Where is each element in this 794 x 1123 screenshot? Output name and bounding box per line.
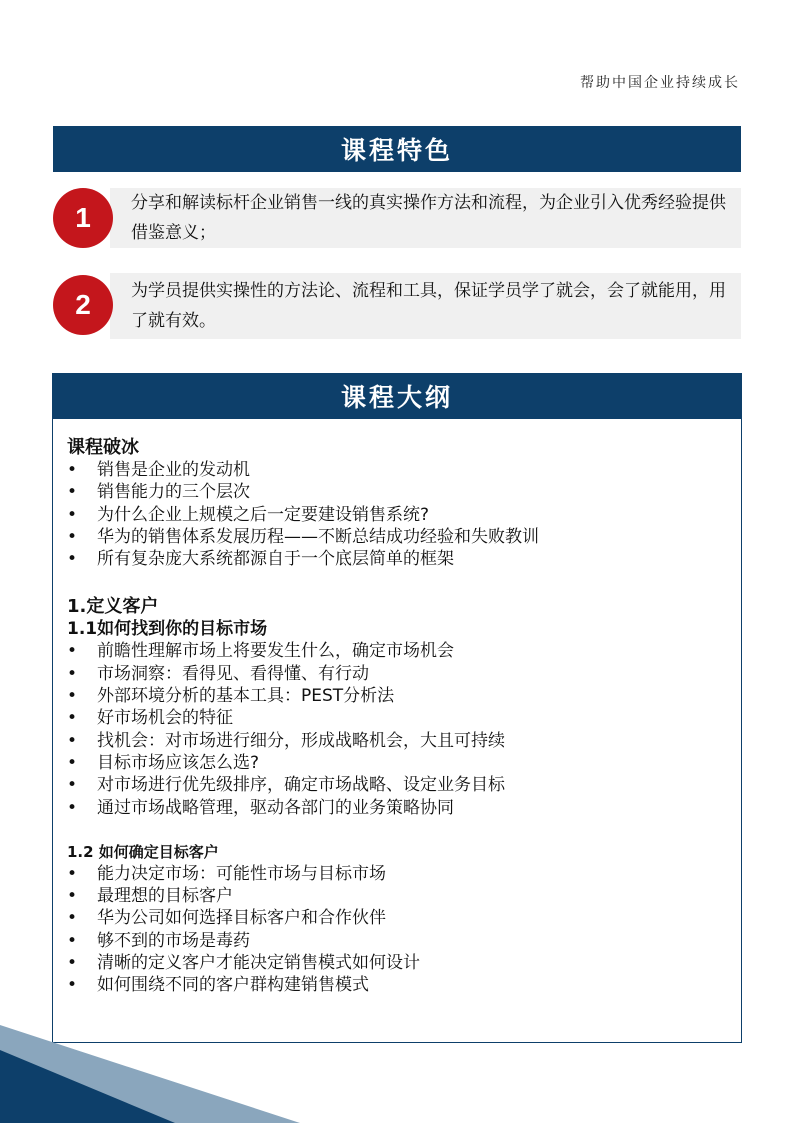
list-item: • 好市场机会的特征	[67, 707, 727, 729]
list-item: • 所有复杂庞大系统都源自于一个底层简单的框架	[67, 548, 727, 570]
list-item: • 为什么企业上规模之后一定要建设销售系统?	[67, 504, 727, 526]
list-item: • 华为的销售体系发展历程——不断总结成功经验和失败教训	[67, 526, 727, 548]
list-item: • 够不到的市场是毒药	[67, 930, 727, 952]
list-item: • 最理想的目标客户	[67, 885, 727, 907]
icebreak-list	[67, 459, 727, 570]
feature-text: 为学员提供实操性的方法论、流程和工具，保证学员学了就会，会了就能用，用了就有效。	[131, 281, 726, 331]
list-item: • 找机会：对市场进行细分，形成战略机会，大且可持续	[67, 730, 727, 752]
section1-1-list	[67, 640, 727, 818]
list-item: • 能力决定市场：可能性市场与目标市场	[67, 863, 727, 885]
section1-title: 1.定义客户	[67, 596, 159, 618]
features-banner	[53, 126, 741, 172]
list-item: • 前瞻性理解市场上将要发生什么，确定市场机会	[67, 640, 727, 662]
list-item: • 对市场进行优先级排序，确定市场战略、设定业务目标	[67, 774, 727, 796]
list-item: • 外部环境分析的基本工具：PEST分析法	[67, 685, 727, 707]
list-item: • 目标市场应该怎么选?	[67, 752, 727, 774]
outline-content	[67, 437, 727, 997]
section1-2-list	[67, 863, 727, 997]
list-item: • 清晰的定义客户才能决定销售模式如何设计	[67, 952, 727, 974]
corner-decoration	[0, 1010, 300, 1123]
list-item: • 如何围绕不同的客户群构建销售模式	[67, 974, 727, 996]
list-item: • 华为公司如何选择目标客户和合作伙伴	[67, 907, 727, 929]
feature-text: 分享和解读标杆企业销售一线的真实操作方法和流程，为企业引入优秀经验提供借鉴意义；	[131, 193, 726, 243]
header-tagline: 帮助中国企业持续成长	[580, 75, 740, 91]
section1-2-title: 1.2 如何确定目标客户	[67, 842, 219, 861]
outline-banner	[53, 373, 741, 419]
feature-item-1	[53, 188, 741, 248]
icebreak-title: 课程破冰	[67, 437, 139, 458]
list-item: • 销售能力的三个层次	[67, 481, 727, 503]
features-title: 课程特色	[340, 136, 453, 165]
list-item: • 销售是企业的发动机	[67, 459, 727, 481]
outline-title: 课程大纲	[340, 383, 453, 412]
number-badge-icon: 1	[53, 188, 113, 248]
number-badge-icon: 2	[53, 275, 113, 335]
feature-item-2	[53, 273, 741, 339]
list-item: • 通过市场战略管理，驱动各部门的业务策略协同	[67, 797, 727, 819]
section1-1-title: 1.1如何找到你的目标市场	[67, 619, 268, 640]
list-item: • 市场洞察：看得见、看得懂、有行动	[67, 663, 727, 685]
